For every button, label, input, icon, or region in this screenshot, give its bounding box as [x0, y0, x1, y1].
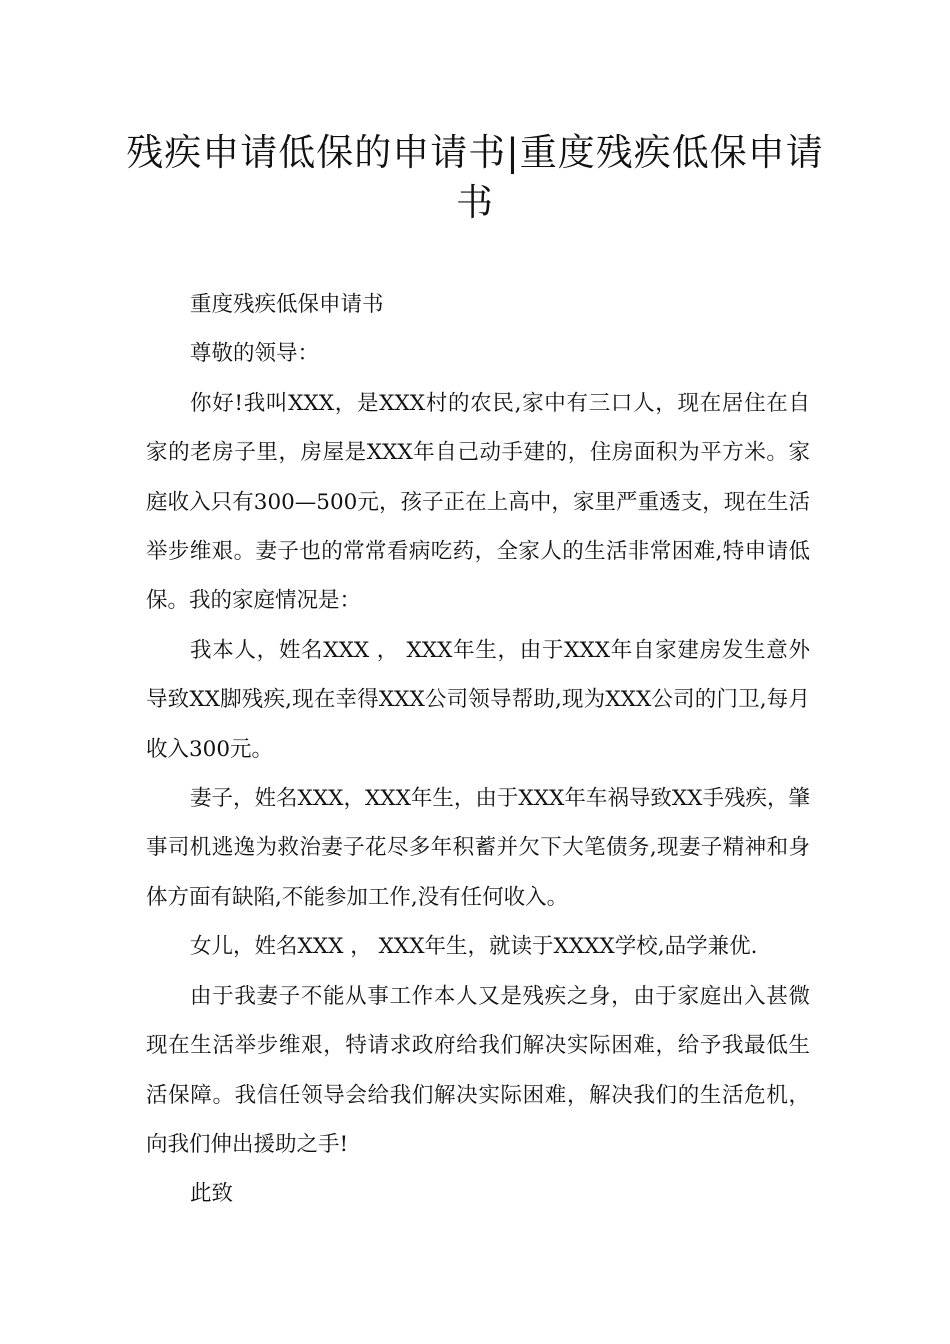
heading-paragraph: 重度残疾低保申请书	[190, 292, 384, 317]
salutation-paragraph: 尊敬的领导：	[190, 341, 320, 367]
self-info-paragraph: 我本人，姓名XXX ， XXX年生，由于XXX年自家建房发生意外导致XX脚残疾,现在幸得XXX公司领导帮助,现为XXX公司的门卫,每月收入300元。	[146, 637, 810, 762]
intro-paragraph: 你好!我叫XXX，是XXX村的农民,家中有三口人，现在居住在自家的老房子里，房屋是XXX年自己动手建的，住房面积为平方米。家庭收入只有300—500元，孩子正在上高中，家里严重透支，现在生活举步维艰。妻子也的常常看病吃药，全家人的生活非常困难,特申请低保。我的家庭情况是：	[146, 390, 810, 614]
closing-paragraph: 此致	[190, 1181, 234, 1207]
daughter-info-paragraph: 女儿，姓名XXX ， XXX年生，就读于XXXX学校,品学兼优.	[190, 934, 758, 960]
request-paragraph: 由于我妻子不能从事工作本人又是残疾之身，由于家庭出入甚微现在生活举步维艰，特请求政府给我们解决实际困难，给予我最低生活保障。我信任领导会给我们解决实际困难，解决我们的生活危机，向我们伸出援助之手!	[146, 983, 810, 1157]
document-body	[146, 280, 810, 1219]
wife-info-paragraph: 妻子，姓名XXX，XXX年生，由于XXX年车祸导致XX手残疾，肇事司机逃逸为救治妻子花尽多年积蓄并欠下大笔债务,现妻子精神和身体方面有缺陷,不能参加工作,没有任何收入。	[146, 786, 810, 910]
document-title: 残疾申请低保的申请书|重度残疾低保申请书	[126, 131, 824, 224]
